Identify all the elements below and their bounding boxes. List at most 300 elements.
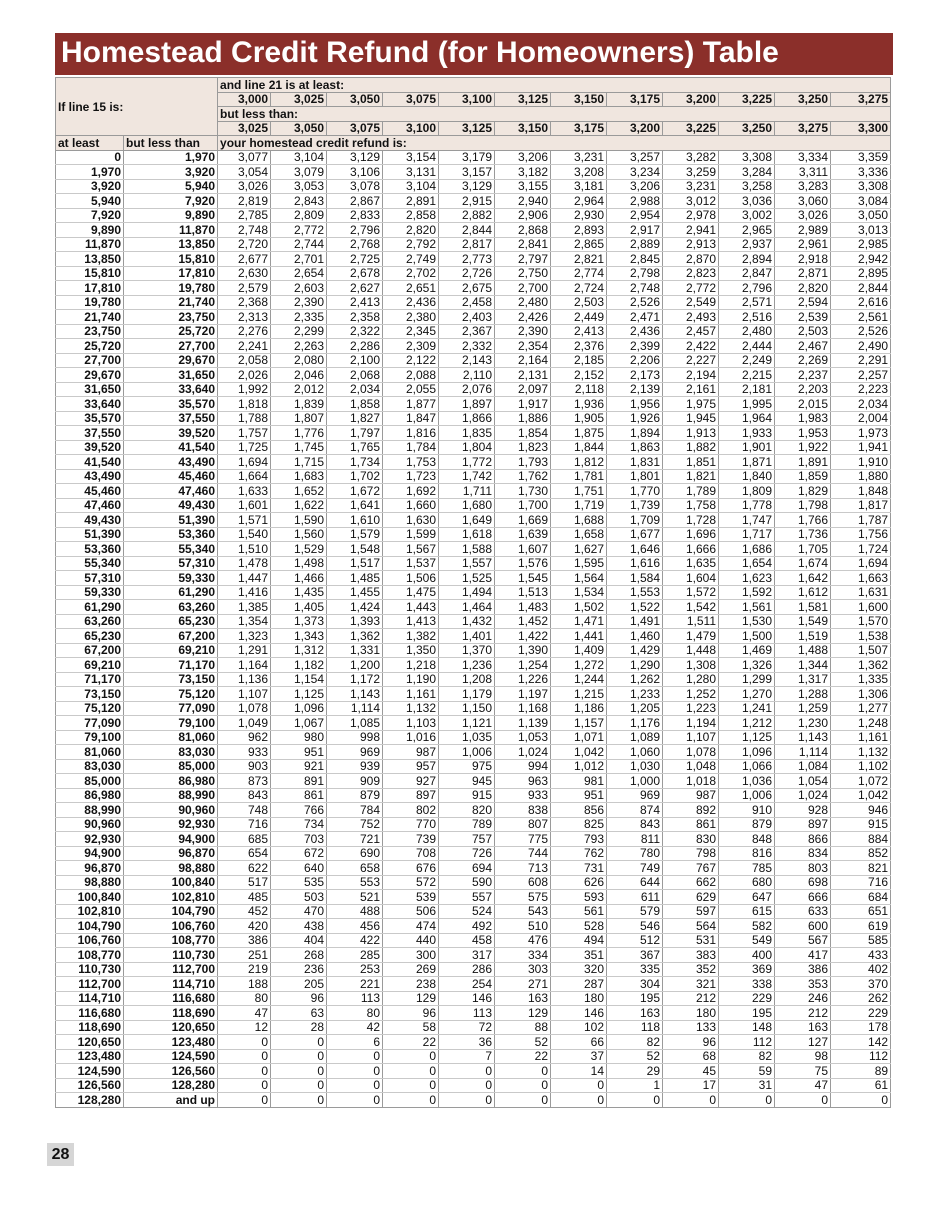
refund-value: 852 <box>831 846 891 861</box>
refund-value: 0 <box>271 1035 327 1050</box>
refund-value: 1,035 <box>439 730 495 745</box>
refund-value: 2,823 <box>663 266 719 281</box>
table-row <box>56 948 891 963</box>
refund-value: 512 <box>607 933 663 948</box>
refund-value: 1,941 <box>831 440 891 455</box>
refund-value: 1,370 <box>439 643 495 658</box>
refund-value: 22 <box>495 1049 551 1064</box>
line15-at-least: 71,170 <box>56 672 124 687</box>
but-less-than-label: but less than <box>124 136 218 151</box>
refund-value: 470 <box>271 904 327 919</box>
refund-value: 3,154 <box>383 150 439 165</box>
refund-value: 1,469 <box>719 643 775 658</box>
refund-value: 1,926 <box>607 411 663 426</box>
refund-value: 1,485 <box>327 571 383 586</box>
refund-value: 1,230 <box>775 716 831 731</box>
refund-value: 897 <box>383 788 439 803</box>
refund-value: 1,789 <box>663 484 719 499</box>
refund-value: 47 <box>775 1078 831 1093</box>
line15-at-least: 53,360 <box>56 542 124 557</box>
refund-value: 1,464 <box>439 600 495 615</box>
refund-value: 2,865 <box>551 237 607 252</box>
refund-value: 1,422 <box>495 629 551 644</box>
table-row <box>56 774 891 789</box>
refund-value: 163 <box>495 991 551 1006</box>
refund-value: 1,623 <box>719 571 775 586</box>
refund-value: 113 <box>439 1006 495 1021</box>
refund-value: 3,078 <box>327 179 383 194</box>
page-number: 28 <box>47 1143 74 1166</box>
line15-less-than: 90,960 <box>124 803 218 818</box>
refund-value: 2,989 <box>775 223 831 238</box>
refund-value: 2,015 <box>775 397 831 412</box>
line15-less-than: 79,100 <box>124 716 218 731</box>
refund-value: 285 <box>327 948 383 963</box>
refund-value: 3,053 <box>271 179 327 194</box>
refund-value: 597 <box>663 904 719 919</box>
line15-less-than: 114,710 <box>124 977 218 992</box>
refund-value: 975 <box>439 759 495 774</box>
refund-value: 1,441 <box>551 629 607 644</box>
refund-value: 2,332 <box>439 339 495 354</box>
line15-at-least: 31,650 <box>56 382 124 397</box>
refund-value: 866 <box>775 832 831 847</box>
line15-at-least: 3,920 <box>56 179 124 194</box>
line15-less-than: 92,930 <box>124 817 218 832</box>
line15-at-least: 120,650 <box>56 1035 124 1050</box>
refund-value: 1,000 <box>607 774 663 789</box>
refund-value: 861 <box>271 788 327 803</box>
refund-value: 1,290 <box>607 658 663 673</box>
refund-value: 2,299 <box>271 324 327 339</box>
refund-value: 1,922 <box>775 440 831 455</box>
refund-value: 1,901 <box>719 440 775 455</box>
refund-value: 1,858 <box>327 397 383 412</box>
line15-at-least: 9,890 <box>56 223 124 238</box>
refund-value: 1,447 <box>218 571 271 586</box>
table-row <box>56 324 891 339</box>
refund-value: 1,168 <box>495 701 551 716</box>
refund-value: 933 <box>495 788 551 803</box>
refund-value: 269 <box>383 962 439 977</box>
refund-value: 1,024 <box>495 745 551 760</box>
line15-less-than: 81,060 <box>124 730 218 745</box>
refund-value: 1,677 <box>607 527 663 542</box>
refund-value: 780 <box>607 846 663 861</box>
refund-value: 1,766 <box>775 513 831 528</box>
refund-value: 0 <box>271 1064 327 1079</box>
table-row <box>56 469 891 484</box>
refund-value: 1,817 <box>831 498 891 513</box>
line15-less-than: 102,810 <box>124 890 218 905</box>
refund-value: 939 <box>327 759 383 774</box>
line21-less-than-value: 3,300 <box>831 121 891 136</box>
refund-value: 680 <box>719 875 775 890</box>
refund-value: 1,702 <box>327 469 383 484</box>
refund-value: 37 <box>551 1049 607 1064</box>
refund-value: 1,132 <box>383 701 439 716</box>
refund-value: 998 <box>327 730 383 745</box>
line15-at-least: 92,930 <box>56 832 124 847</box>
table-row <box>56 730 891 745</box>
refund-value: 770 <box>383 817 439 832</box>
refund-value: 2,368 <box>218 295 271 310</box>
refund-value: 2,367 <box>439 324 495 339</box>
refund-value: 1,700 <box>495 498 551 513</box>
refund-value: 2,871 <box>775 266 831 281</box>
refund-value: 2,223 <box>831 382 891 397</box>
line15-less-than: 63,260 <box>124 600 218 615</box>
refund-value: 1,581 <box>775 600 831 615</box>
refund-value: 1,933 <box>719 426 775 441</box>
refund-value: 2,173 <box>607 368 663 383</box>
line15-less-than: 110,730 <box>124 948 218 963</box>
less-than-label: but less than: <box>218 107 891 122</box>
line15-less-than: 31,650 <box>124 368 218 383</box>
refund-value: 825 <box>551 817 607 832</box>
refund-value: 3,336 <box>831 165 891 180</box>
refund-value: 0 <box>719 1093 775 1108</box>
refund-value: 1,801 <box>607 469 663 484</box>
refund-value: 1,633 <box>218 484 271 499</box>
refund-value: 31 <box>719 1078 775 1093</box>
line15-at-least: 63,260 <box>56 614 124 629</box>
refund-value: 2,436 <box>607 324 663 339</box>
refund-value: 3,257 <box>607 150 663 165</box>
line15-at-least: 27,700 <box>56 353 124 368</box>
refund-value: 557 <box>439 890 495 905</box>
refund-value: 1,466 <box>271 571 327 586</box>
refund-value: 749 <box>607 861 663 876</box>
refund-value: 1,787 <box>831 513 891 528</box>
refund-value: 1,753 <box>383 455 439 470</box>
refund-value: 2,654 <box>271 266 327 281</box>
refund-value: 2,206 <box>607 353 663 368</box>
refund-value: 2,820 <box>775 281 831 296</box>
refund-value: 383 <box>663 948 719 963</box>
refund-value: 553 <box>327 875 383 890</box>
refund-value: 229 <box>719 991 775 1006</box>
line15-less-than: 108,770 <box>124 933 218 948</box>
refund-value: 1,176 <box>607 716 663 731</box>
line15-label: If line 15 is: <box>56 78 218 136</box>
refund-value: 2,055 <box>383 382 439 397</box>
refund-value: 775 <box>495 832 551 847</box>
refund-value: 1,233 <box>607 687 663 702</box>
refund-value: 2,012 <box>271 382 327 397</box>
refund-value: 1,723 <box>383 469 439 484</box>
refund-value: 2,819 <box>218 194 271 209</box>
refund-value: 1,280 <box>663 672 719 687</box>
refund-value: 82 <box>719 1049 775 1064</box>
refund-value: 98 <box>775 1049 831 1064</box>
refund-value: 1,618 <box>439 527 495 542</box>
table-row <box>56 832 891 847</box>
line15-at-least: 33,640 <box>56 397 124 412</box>
refund-value: 36 <box>439 1035 495 1050</box>
refund-value: 2,097 <box>495 382 551 397</box>
refund-value: 1,719 <box>551 498 607 513</box>
title-banner <box>55 33 893 75</box>
refund-value: 1,154 <box>271 672 327 687</box>
refund-value: 180 <box>663 1006 719 1021</box>
refund-value: 528 <box>551 919 607 934</box>
refund-value: 492 <box>439 919 495 934</box>
refund-value: 2,988 <box>607 194 663 209</box>
refund-value: 75 <box>775 1064 831 1079</box>
refund-value: 2,503 <box>775 324 831 339</box>
refund-value: 2,616 <box>831 295 891 310</box>
refund-value: 1,262 <box>607 672 663 687</box>
refund-value: 879 <box>719 817 775 832</box>
line15-at-least: 37,550 <box>56 426 124 441</box>
refund-value: 2,046 <box>271 368 327 383</box>
refund-value: 1,793 <box>495 455 551 470</box>
refund-value: 2,203 <box>775 382 831 397</box>
table-row <box>56 527 891 542</box>
refund-value: 1,312 <box>271 643 327 658</box>
refund-value: 748 <box>218 803 271 818</box>
line15-at-least: 123,480 <box>56 1049 124 1064</box>
refund-value: 1,443 <box>383 600 439 615</box>
header-row-column-labels <box>56 136 891 151</box>
refund-value: 884 <box>831 832 891 847</box>
refund-value: 945 <box>439 774 495 789</box>
line21-less-than-value: 3,250 <box>719 121 775 136</box>
refund-value: 96 <box>383 1006 439 1021</box>
table-row <box>56 237 891 252</box>
refund-value: 1,241 <box>719 701 775 716</box>
refund-value: 2,034 <box>831 397 891 412</box>
refund-value: 0 <box>327 1093 383 1108</box>
at-least-label: at least <box>56 136 124 151</box>
table-row <box>56 542 891 557</box>
line15-less-than: 104,790 <box>124 904 218 919</box>
refund-value: 2,516 <box>719 310 775 325</box>
refund-value: 1,886 <box>495 411 551 426</box>
refund-value: 476 <box>495 933 551 948</box>
refund-value: 96 <box>271 991 327 1006</box>
table-row <box>56 600 891 615</box>
refund-value: 1,664 <box>218 469 271 484</box>
refund-value: 1,683 <box>271 469 327 484</box>
refund-value: 1,096 <box>271 701 327 716</box>
table-row <box>56 223 891 238</box>
refund-value: 1,254 <box>495 658 551 673</box>
refund-value: 579 <box>607 904 663 919</box>
refund-value: 317 <box>439 948 495 963</box>
refund-value: 2,844 <box>439 223 495 238</box>
refund-value: 417 <box>775 948 831 963</box>
refund-value: 1,736 <box>775 527 831 542</box>
refund-value: 1,553 <box>607 585 663 600</box>
refund-value: 458 <box>439 933 495 948</box>
table-row <box>56 382 891 397</box>
refund-value: 843 <box>218 788 271 803</box>
refund-value: 1,529 <box>271 542 327 557</box>
table-row <box>56 252 891 267</box>
refund-value: 2,227 <box>663 353 719 368</box>
refund-value: 1,513 <box>495 585 551 600</box>
table-row <box>56 846 891 861</box>
refund-value: 1,765 <box>327 440 383 455</box>
refund-value: 1,570 <box>831 614 891 629</box>
table-row <box>56 556 891 571</box>
refund-value: 1,132 <box>831 745 891 760</box>
refund-value: 188 <box>218 977 271 992</box>
refund-value: 622 <box>218 861 271 876</box>
refund-value: 2,080 <box>271 353 327 368</box>
refund-value: 351 <box>551 948 607 963</box>
refund-value: 1,218 <box>383 658 439 673</box>
refund-value: 1,756 <box>831 527 891 542</box>
refund-value: 22 <box>383 1035 439 1050</box>
refund-value: 1,416 <box>218 585 271 600</box>
table-row <box>56 991 891 1006</box>
line15-at-least: 67,200 <box>56 643 124 658</box>
refund-value: 3,012 <box>663 194 719 209</box>
refund-value: 1,875 <box>551 426 607 441</box>
refund-value: 2,131 <box>495 368 551 383</box>
refund-value: 0 <box>271 1093 327 1108</box>
refund-value: 1,223 <box>663 701 719 716</box>
refund-value: 2,748 <box>607 281 663 296</box>
line15-at-least: 25,720 <box>56 339 124 354</box>
refund-value: 2,444 <box>719 339 775 354</box>
refund-value: 1,686 <box>719 542 775 557</box>
refund-value: 708 <box>383 846 439 861</box>
refund-value: 2,480 <box>495 295 551 310</box>
table-row <box>56 759 891 774</box>
line15-less-than: 7,920 <box>124 194 218 209</box>
refund-value: 1,851 <box>663 455 719 470</box>
line15-at-least: 45,460 <box>56 484 124 499</box>
refund-value: 1,161 <box>831 730 891 745</box>
refund-value: 2,390 <box>495 324 551 339</box>
refund-value: 2,263 <box>271 339 327 354</box>
refund-value: 386 <box>218 933 271 948</box>
refund-value: 1,413 <box>383 614 439 629</box>
table-row <box>56 861 891 876</box>
refund-value: 3,231 <box>663 179 719 194</box>
refund-value: 28 <box>271 1020 327 1035</box>
refund-value: 254 <box>439 977 495 992</box>
table-row <box>56 339 891 354</box>
refund-value: 1,042 <box>551 745 607 760</box>
refund-value: 647 <box>719 890 775 905</box>
line21-at-least-value: 3,250 <box>775 92 831 107</box>
refund-value: 52 <box>495 1035 551 1050</box>
refund-value: 2,867 <box>327 194 383 209</box>
line15-less-than: 116,680 <box>124 991 218 1006</box>
refund-value: 1,663 <box>831 571 891 586</box>
refund-value: 0 <box>218 1035 271 1050</box>
refund-value: 2,882 <box>439 208 495 223</box>
refund-value: 713 <box>495 861 551 876</box>
refund-value: 1,696 <box>663 527 719 542</box>
refund-value: 1,471 <box>551 614 607 629</box>
refund-value: 2,249 <box>719 353 775 368</box>
refund-value: 2,821 <box>551 252 607 267</box>
table-row <box>56 614 891 629</box>
refund-value: 1,114 <box>327 701 383 716</box>
refund-value: 3,026 <box>218 179 271 194</box>
line15-less-than: 13,850 <box>124 237 218 252</box>
line15-at-least: 112,700 <box>56 977 124 992</box>
refund-value: 485 <box>218 890 271 905</box>
line15-at-least: 65,230 <box>56 629 124 644</box>
line15-at-least: 124,590 <box>56 1064 124 1079</box>
table-row <box>56 498 891 513</box>
refund-value: 2,561 <box>831 310 891 325</box>
refund-value: 0 <box>218 1049 271 1064</box>
refund-value: 1,530 <box>719 614 775 629</box>
refund-value: 915 <box>831 817 891 832</box>
table-row <box>56 672 891 687</box>
refund-value: 807 <box>495 817 551 832</box>
refund-value: 1,335 <box>831 672 891 687</box>
refund-value: 422 <box>327 933 383 948</box>
refund-value: 2,467 <box>775 339 831 354</box>
refund-value: 1,036 <box>719 774 775 789</box>
refund-value: 1,048 <box>663 759 719 774</box>
refund-value: 1,576 <box>495 556 551 571</box>
refund-value: 1,564 <box>551 571 607 586</box>
refund-value: 626 <box>551 875 607 890</box>
refund-value: 1,030 <box>607 759 663 774</box>
refund-value: 163 <box>775 1020 831 1035</box>
refund-value: 61 <box>831 1078 891 1093</box>
refund-value: 146 <box>439 991 495 1006</box>
refund-value: 1,385 <box>218 600 271 615</box>
refund-value: 1,635 <box>663 556 719 571</box>
refund-value: 963 <box>495 774 551 789</box>
refund-value: 0 <box>495 1093 551 1108</box>
refund-value: 2,413 <box>551 324 607 339</box>
refund-value: 1,630 <box>383 513 439 528</box>
refund-value: 3,054 <box>218 165 271 180</box>
refund-value: 0 <box>218 1093 271 1108</box>
refund-value: 1,711 <box>439 484 495 499</box>
refund-value: 1,844 <box>551 440 607 455</box>
refund-value: 843 <box>607 817 663 832</box>
refund-value: 517 <box>218 875 271 890</box>
refund-value: 1,479 <box>663 629 719 644</box>
line15-less-than: 21,740 <box>124 295 218 310</box>
line15-at-least: 41,540 <box>56 455 124 470</box>
table-row <box>56 716 891 731</box>
refund-value: 811 <box>607 832 663 847</box>
refund-value: 3,079 <box>271 165 327 180</box>
refund-value: 567 <box>775 933 831 948</box>
refund-value: 752 <box>327 817 383 832</box>
refund-value: 969 <box>327 745 383 760</box>
refund-value: 2,594 <box>775 295 831 310</box>
table-row <box>56 890 891 905</box>
refund-value: 3,036 <box>719 194 775 209</box>
refund-value: 2,843 <box>271 194 327 209</box>
refund-value: 600 <box>775 919 831 934</box>
refund-value: 2,720 <box>218 237 271 252</box>
line15-at-least: 126,560 <box>56 1078 124 1093</box>
refund-value: 629 <box>663 890 719 905</box>
refund-value: 2,651 <box>383 281 439 296</box>
refund-value: 3,359 <box>831 150 891 165</box>
refund-value: 304 <box>607 977 663 992</box>
refund-value: 1,012 <box>551 759 607 774</box>
refund-value: 212 <box>775 1006 831 1021</box>
refund-value: 129 <box>383 991 439 1006</box>
